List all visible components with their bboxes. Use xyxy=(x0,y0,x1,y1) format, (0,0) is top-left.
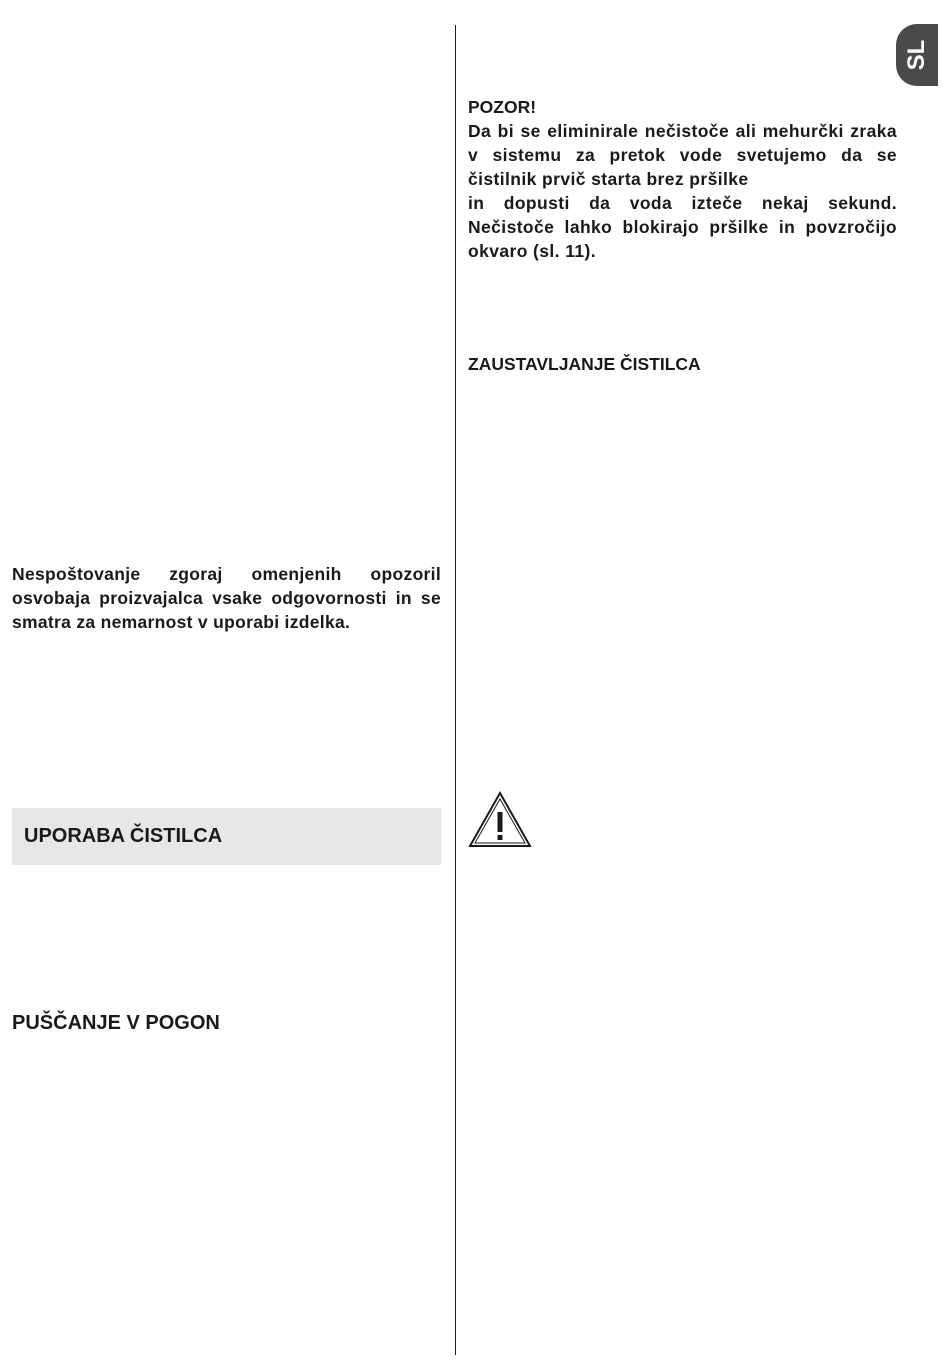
section-title: UPORABA ČISTILCA xyxy=(24,825,223,847)
warning-block xyxy=(468,95,897,263)
section-header-box xyxy=(12,808,441,865)
warning-text-line-1: Da bi se eliminirale nečistoče ali mehurčki zraka v sistemu za pretok vode svetujemo da se čistilnik prvič starta brez pršilke xyxy=(468,121,897,189)
start-up-heading: PUŠČANJE V POGON xyxy=(12,1012,220,1034)
disclaimer-paragraph: Nespoštovanje zgoraj omenjenih opozoril osvobaja proizvajalca vsake odgovornosti in se smatra za nemarnost v uporabi izdelka. xyxy=(12,564,441,632)
warning-title: POZOR! xyxy=(468,97,537,117)
warning-text-line-2: in dopusti da voda izteče nekaj sekund. Nečistoče lahko blokirajo pršilke in povzročijo okvaro (sl. 11). xyxy=(468,193,897,261)
stop-cleaner-heading: ZAUSTAVLJANJE ČISTILCA xyxy=(468,354,701,374)
language-tab xyxy=(896,24,938,86)
warning-triangle-icon xyxy=(468,790,532,848)
language-label: SL xyxy=(903,39,930,71)
column-divider xyxy=(455,25,456,1355)
